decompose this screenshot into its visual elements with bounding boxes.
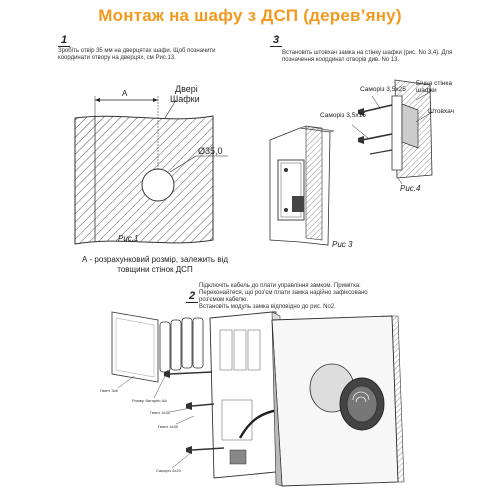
page-title: Монтаж на шафу з ДСП (дерев’яну): [98, 6, 402, 25]
pusher-label: Штовхач: [428, 108, 454, 115]
step-2-instruction-3: Встановіть модуль замка відповідно до рис. No2.: [199, 304, 336, 310]
door-label-line1: Двері: [175, 84, 198, 94]
step-2-instruction-2: Переконайтеся, що роз'єм плати замка надійно зафіксовано роз'ємом кабелю.: [199, 290, 368, 303]
screw-3-5x15-label: Саморіз 3,5x15: [320, 112, 366, 119]
screw-4x30-top-label: Гвинт 4x30: [150, 410, 171, 415]
battery-size-label: Розмір батареи AA: [132, 398, 167, 403]
screw-3x6-label: Гвинт 3x6: [100, 388, 118, 393]
side-wall-label-line1: Бічна стінка: [416, 80, 452, 87]
dimension-a-label: A: [122, 89, 128, 98]
screw-3-5x25-label: Саморіз 3,5x25: [360, 86, 406, 93]
diameter-label: Ø35,0: [198, 146, 223, 156]
step-1-number: 1: [58, 34, 70, 47]
screw-4x30-middle-label: Гвинт 4x30: [158, 424, 179, 429]
step-3-instructions: Встановіть штовхач замка на стінку шафки (рис. No 3,4). Для позначення координат отворів див. No 13.: [282, 50, 453, 63]
screw-4x20-label: Саморіз 4x20: [156, 468, 181, 473]
figure-3-label: Рис 3: [332, 240, 353, 249]
figure-1-label: Рис.1: [118, 234, 139, 243]
step-1-note: А - розрахунковий розмір, залежить від товщини стінок ДСП: [81, 255, 229, 274]
step-2-number: 2: [186, 290, 198, 303]
step-2-instruction-1: Підключіть кабель до плати управління замком. Примітка:: [199, 283, 361, 289]
side-wall-label-line2: шафки: [416, 87, 437, 94]
step-1-instructions: Зробіть отвір 35 мм на дверцятах шафи. Щоб позначити координати отвору на дверцях, см Рис.13.: [58, 48, 216, 61]
figure-4-label: Рис.4: [400, 184, 421, 193]
step-3-number: 3: [270, 34, 282, 47]
door-label-line2: Шафки: [170, 94, 200, 104]
